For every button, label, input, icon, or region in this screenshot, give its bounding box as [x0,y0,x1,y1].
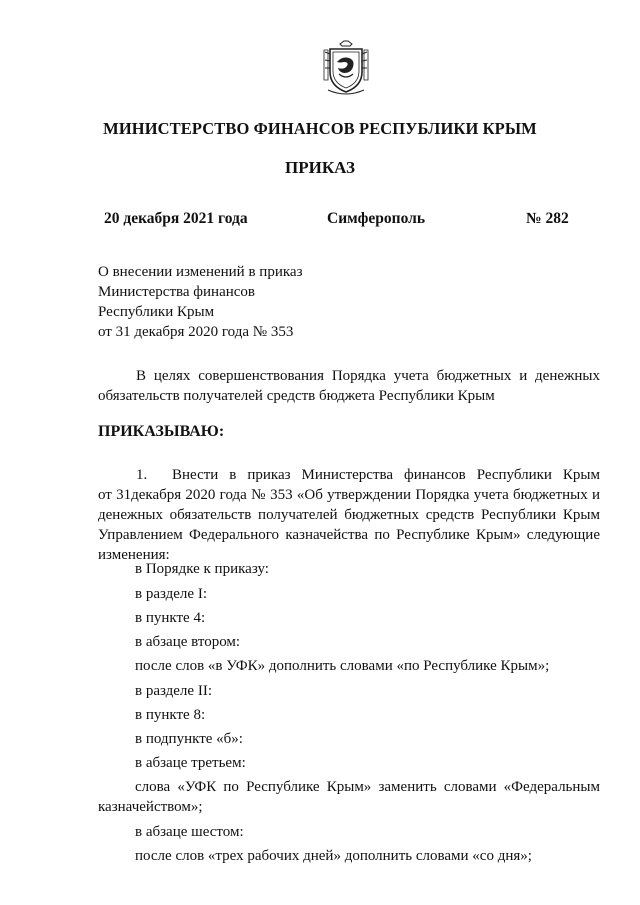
change-line: в Порядке к приказу: [135,561,269,577]
item-1-line: изменения: [98,547,170,563]
item-1-line: от 31декабря 2020 года № 353 «Об утверждении Порядка учета бюджетных и [98,487,600,503]
change-line: в абзаце втором: [135,634,241,650]
change-line: в абзаце третьем: [135,755,246,771]
order-number: № 282 [526,210,569,227]
change-line: в разделе I: [135,586,207,602]
item-1-line: Управлением Федерального казначейства по Республике Крым» следующие [98,527,600,543]
order-city: Симферополь [327,210,426,227]
change-line: в абзаце шестом: [135,824,244,840]
change-line: в подпункте «б»: [135,731,243,747]
document-type-title: ПРИКАЗ [285,158,355,177]
purpose-line: В целях совершенствования Порядка учета бюджетных и денежных [136,368,600,384]
purpose-paragraph [98,366,600,406]
change-line: в пункте 4: [135,610,206,626]
replace-line: казначейством»; [98,799,203,815]
order-date: 20 декабря 2021 года [104,210,248,227]
change-line: после слов «в УФК» дополнить словами «по Республике Крым»; [135,658,550,674]
subject-line: от 31 декабря 2020 года № 353 [98,324,294,340]
change-line: после слов «трех рабочих дней» дополнить словами «со дня»; [135,848,532,864]
change-line: в разделе II: [135,683,212,699]
subject-line: Республики Крым [98,304,215,320]
item-1-line: 1. Внести в приказ Министерства финансов Республики Крым [136,467,600,483]
subject-line: О внесении изменений в приказ [98,264,303,280]
subject-line: Министерства финансов [98,284,255,300]
item-1-line: денежных обязательств получателей бюджетных средств Республики Крым [98,507,600,523]
replace-line: слова «УФК по Республике Крым» заменить словами «Федеральным [135,779,600,795]
order-directive-heading: ПРИКАЗЫВАЮ: [98,423,225,440]
order-subject [98,262,303,342]
ministry-title: МИНИСТЕРСТВО ФИНАНСОВ РЕСПУБЛИКИ КРЫМ [103,119,537,138]
change-line: в пункте 8: [135,707,206,723]
replace-paragraph [98,777,600,817]
item-1-paragraph [98,465,600,565]
crimea-coat-of-arms-emblem [322,40,370,96]
purpose-line: обязательств получателей средств бюджета Республики Крым [98,388,495,404]
item-number: 1. [136,467,148,483]
